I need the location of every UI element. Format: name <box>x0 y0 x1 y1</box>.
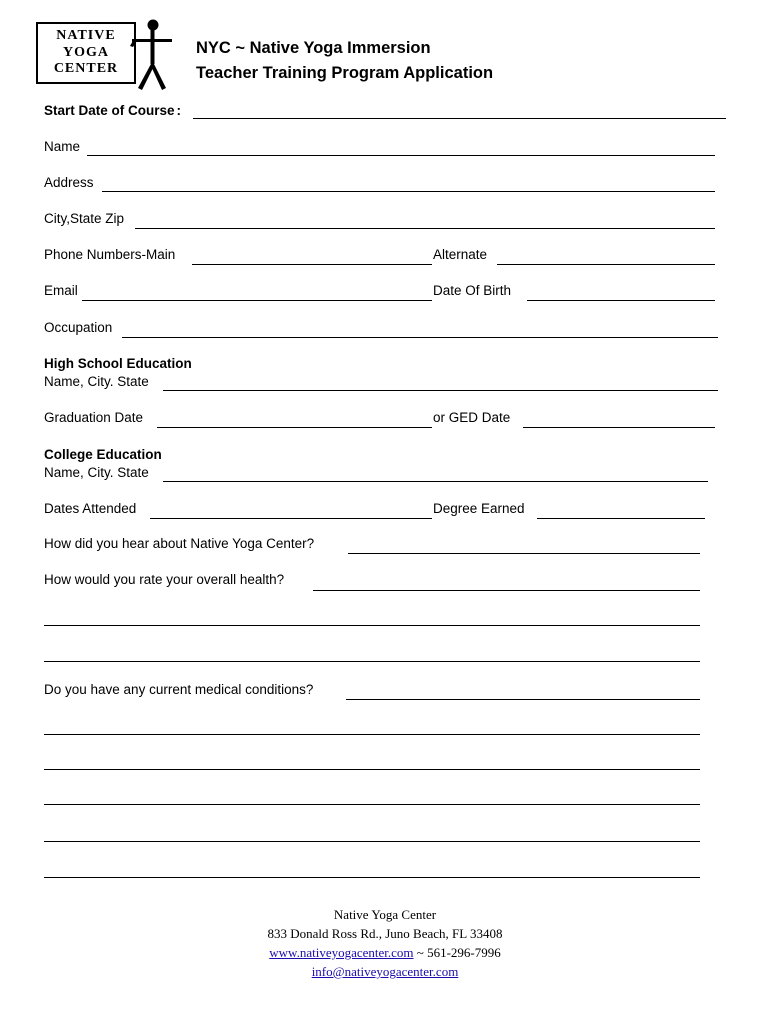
question-answer-line[interactable] <box>44 769 700 770</box>
field-label-city-state-zip: City,State Zip <box>44 211 125 226</box>
question-answer-line[interactable] <box>44 804 700 805</box>
field-line-email[interactable] <box>82 300 432 301</box>
footer-email-line <box>0 962 770 981</box>
question-label-overall-health: How would you rate your overall health? <box>44 572 285 587</box>
field-line-date-of-birth[interactable] <box>527 300 715 301</box>
footer-address: 833 Donald Ross Rd., Juno Beach, FL 33408 <box>267 926 503 941</box>
footer-phone: 561-296-7996 <box>427 945 501 960</box>
section-heading-high-school: High School Education <box>44 356 192 371</box>
question-answer-line[interactable] <box>44 661 700 662</box>
field-label-email: Email <box>44 283 78 298</box>
field-label-graduation-date: Graduation Date <box>44 410 144 425</box>
question-answer-line[interactable] <box>44 734 700 735</box>
field-line-dates-attended[interactable] <box>150 518 432 519</box>
field-line-degree-earned[interactable] <box>537 518 705 519</box>
yoga-figure-icon <box>128 16 172 92</box>
field-line-phone-main[interactable] <box>192 264 432 265</box>
footer-email-link[interactable]: info@nativeyogacenter.com <box>311 964 459 979</box>
question-line-medical-conditions[interactable] <box>346 699 700 700</box>
field-line-start-date[interactable] <box>193 118 726 119</box>
native-yoga-center-logo <box>36 16 166 88</box>
field-label-college-name: Name, City. State <box>44 465 149 480</box>
question-line-overall-health[interactable] <box>313 590 700 591</box>
section-heading-college: College Education <box>44 447 162 462</box>
field-label-phone-main: Phone Numbers-Main <box>44 247 176 262</box>
field-line-graduation-date[interactable] <box>157 427 432 428</box>
field-label-start-date: Start Date of Course : <box>44 103 182 118</box>
question-label-medical-conditions: Do you have any current medical conditions? <box>44 682 314 697</box>
logo-line-3: CENTER <box>53 61 119 77</box>
field-line-city-state-zip[interactable] <box>135 228 715 229</box>
form-title <box>196 36 716 86</box>
field-label-address: Address <box>44 175 94 190</box>
form-title-line-2: Teacher Training Program Application <box>196 64 494 82</box>
footer-business-name: Native Yoga Center <box>333 907 437 922</box>
field-label-date-of-birth: Date Of Birth <box>433 283 512 298</box>
question-answer-line[interactable] <box>44 841 700 842</box>
field-label-ged-date: or GED Date <box>433 410 511 425</box>
logo-text <box>36 22 136 84</box>
field-line-address[interactable] <box>102 191 715 192</box>
field-label-high-school-name: Name, City. State <box>44 374 149 389</box>
footer-website-link[interactable]: www.nativeyogacenter.com <box>269 945 414 960</box>
field-label-dates-attended: Dates Attended <box>44 501 137 516</box>
footer-separator: ~ <box>413 945 428 960</box>
question-label-referral-source: How did you hear about Native Yoga Center? <box>44 536 315 551</box>
field-line-name[interactable] <box>87 155 715 156</box>
field-line-phone-alternate[interactable] <box>497 264 715 265</box>
field-line-high-school-name[interactable] <box>163 390 718 391</box>
question-answer-line[interactable] <box>44 625 700 626</box>
question-answer-line[interactable] <box>44 877 700 878</box>
field-line-ged-date[interactable] <box>523 427 715 428</box>
field-label-phone-alternate: Alternate <box>433 247 488 262</box>
logo-line-2: YOGA <box>63 44 109 60</box>
field-label-occupation: Occupation <box>44 320 113 335</box>
logo-line-1: NATIVE <box>56 28 116 44</box>
field-line-college-name[interactable] <box>163 481 708 482</box>
field-label-name: Name <box>44 139 81 154</box>
form-title-line-1: NYC ~ Native Yoga Immersion <box>196 39 431 57</box>
field-label-degree-earned: Degree Earned <box>433 501 525 516</box>
page-footer <box>0 905 770 981</box>
footer-contact-line <box>0 943 770 962</box>
question-line-referral-source[interactable] <box>348 553 700 554</box>
field-line-occupation[interactable] <box>122 337 718 338</box>
form-header <box>36 14 736 94</box>
